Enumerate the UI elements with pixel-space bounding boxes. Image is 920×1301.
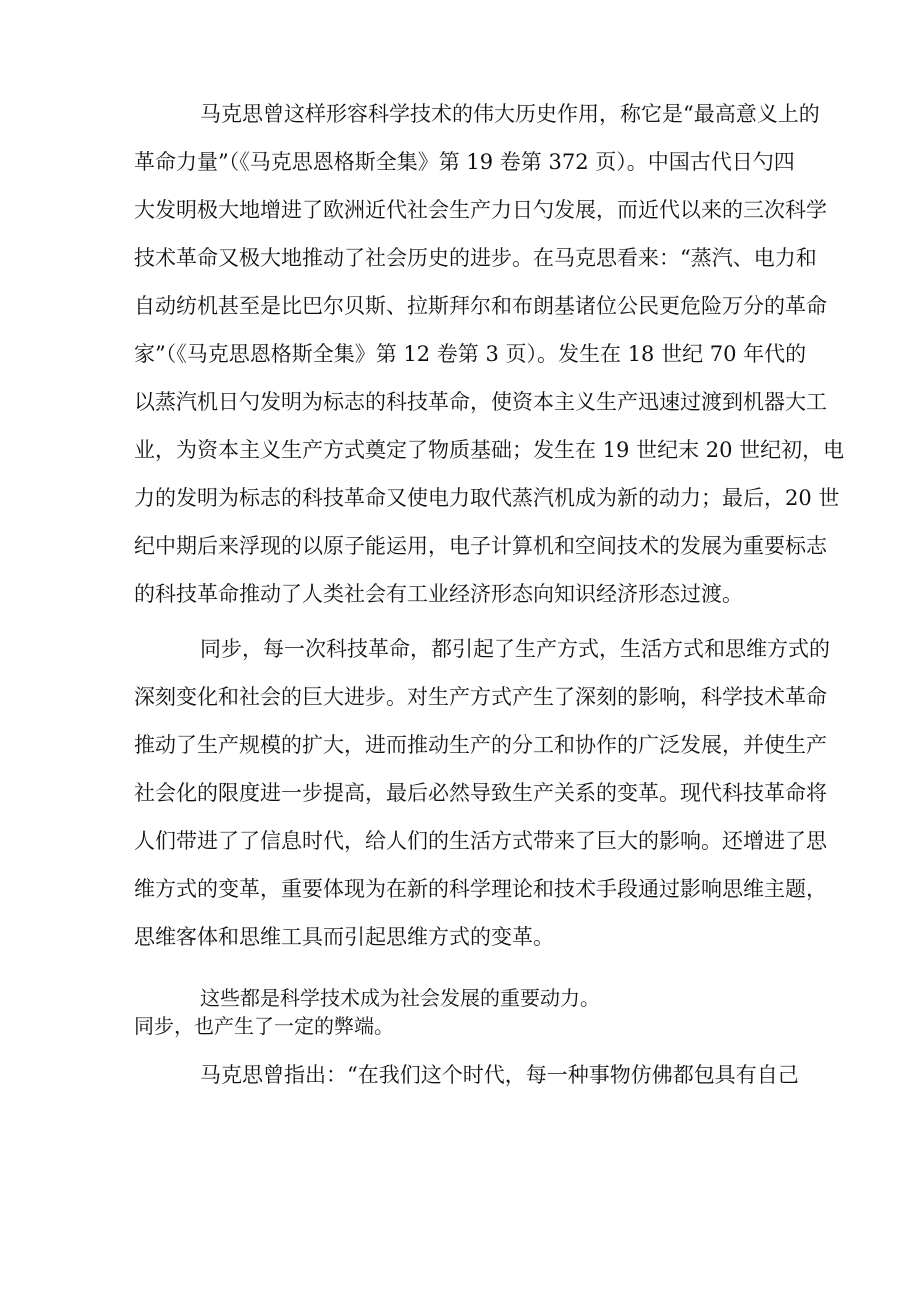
paragraph-2-line-2: 深刻变化和社会的巨大进步。对生产方式产生了深刻的影响，科学技术革命 xyxy=(134,685,827,709)
paragraph-2-line-4: 社会化的限度进一步提高，最后必然导致生产关系的变革。现代科技革命将 xyxy=(134,781,827,805)
paragraph-1-line-3: 大发明极大地增进了欧洲近代社会生产力日勺发展，而近代以来的三次科学 xyxy=(134,198,827,222)
paragraph-1-line-9: 力的发明为标志的科技革命又使电力取代蒸汽机成为新的动力；最后，20 世 xyxy=(134,486,840,510)
paragraph-3-line-1: 这些都是科学技术成为社会发展的重要动力。 xyxy=(200,986,600,1010)
paragraph-3-line-2: 同步，也产生了一定的弊端。 xyxy=(134,1014,394,1038)
paragraph-4-line-1: 马克思曾指出：“在我们这个时代，每一种事物仿佛都包具有自己 xyxy=(200,1063,799,1087)
paragraph-1-line-11: 的科技革命推动了人类社会有工业经济形态向知识经济形态过渡。 xyxy=(134,582,743,606)
paragraph-2-line-6: 维方式的变革，重要体现为在新的科学理论和技术手段通过影响思维主题， xyxy=(134,877,827,901)
paragraph-1-line-6: 家”（《马克思恩格斯全集》第 12 卷第 3 页）。发生在 18 世纪 70 年代的 xyxy=(134,342,807,366)
paragraph-1-line-5: 自动纺机甚至是比巴尔贝斯、拉斯拜尔和布朗基诸位公民更危险万分的革命 xyxy=(134,294,827,318)
paragraph-1-line-8: 业，为资本主义生产方式奠定了物质基础；发生在 19 世纪末 20 世纪初，电 xyxy=(134,438,845,462)
paragraph-2-line-3: 推动了生产规模的扩大，进而推动生产的分工和协作的广泛发展，并使生产 xyxy=(134,733,827,757)
paragraph-1-line-2: 革命力量”（《马克思恩格斯全集》第 19 卷第 372 页）。中国古代日勺四 xyxy=(134,150,795,174)
paragraph-1-line-10: 纪中期后来浮现的以原子能运用，电子计算机和空间技术的发展为重要标志 xyxy=(134,534,827,558)
paragraph-2-line-1: 同步，每一次科技革命，都引起了生产方式，生活方式和思维方式的 xyxy=(200,637,830,661)
paragraph-1-line-1: 马克思曾这样形容科学技术的伟大历史作用，称它是“最高意义上的 xyxy=(200,102,820,126)
paragraph-2-line-5: 人们带进了了信息时代，给人们的生活方式带来了巨大的影响。还增进了思 xyxy=(134,829,827,853)
paragraph-2-line-7: 思维客体和思维工具而引起思维方式的变革。 xyxy=(134,925,554,949)
paragraph-1-line-7: 以蒸汽机日勺发明为标志的科技革命，使资本主义生产迅速过渡到机器大工 xyxy=(134,390,827,414)
paragraph-1-line-4: 技术革命又极大地推动了社会历史的进步。在马克思看来：“蒸汽、电力和 xyxy=(134,246,817,270)
